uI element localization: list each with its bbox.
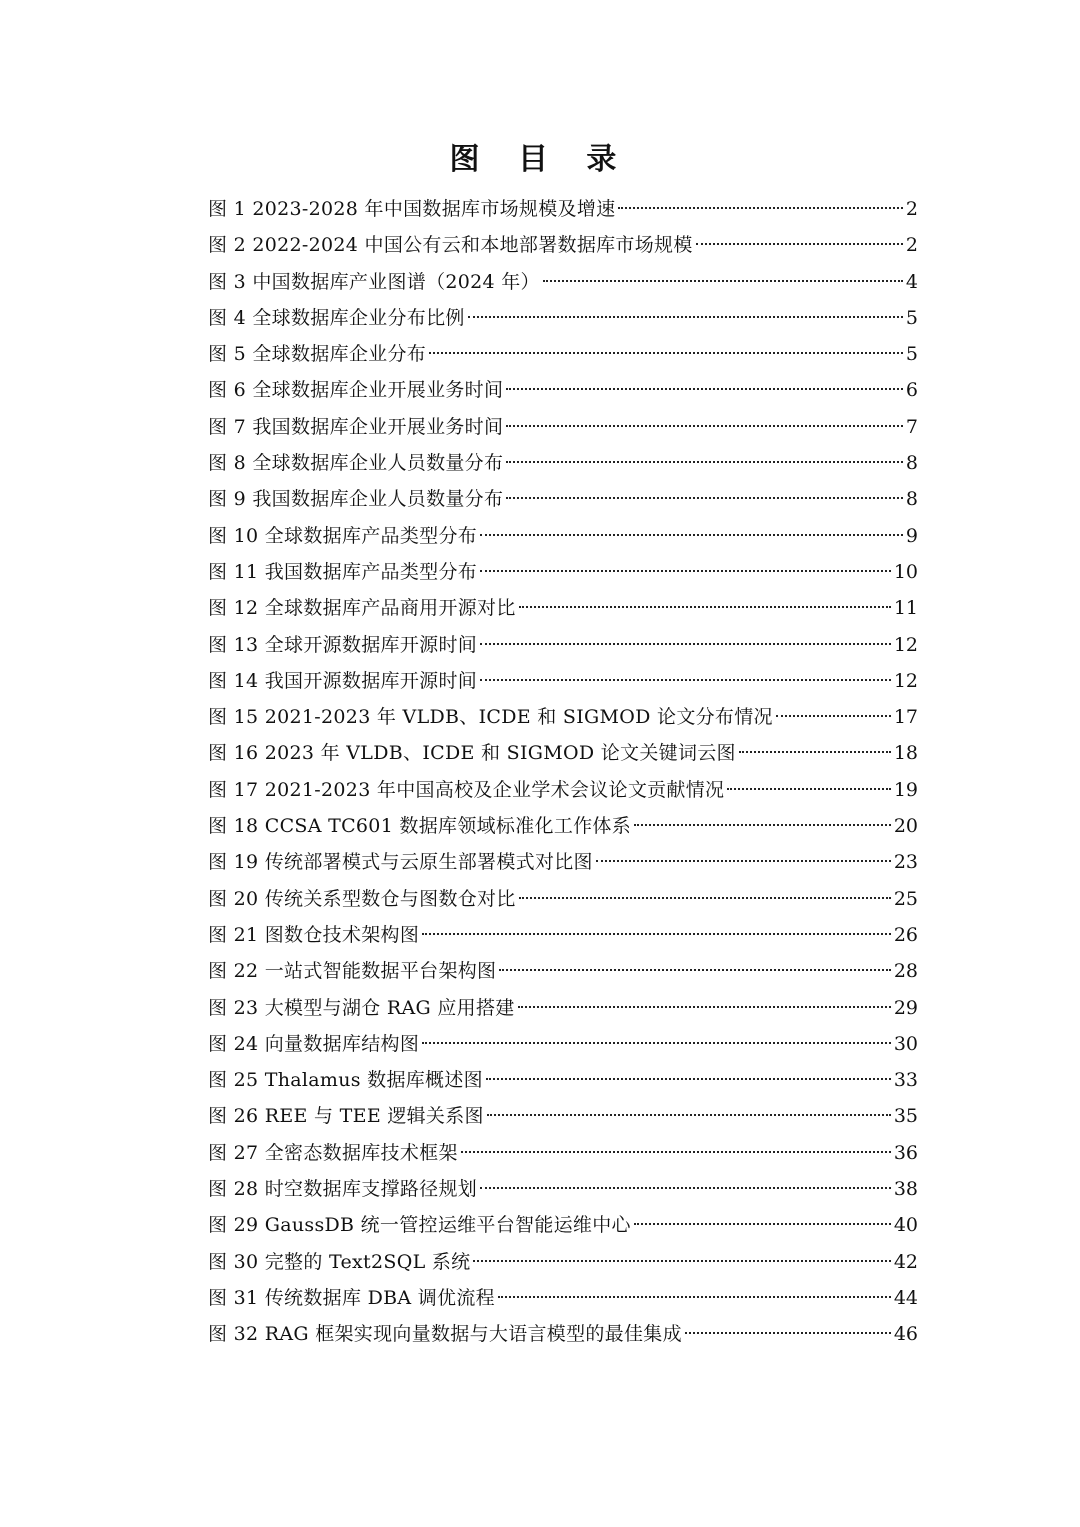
toc-dot-leader [776, 715, 891, 717]
toc-entry[interactable] [208, 590, 918, 626]
toc-entry-label: 图 26 REE 与 TEE 逻辑关系图 [208, 1105, 484, 1128]
toc-entry-label: 图 11 我国数据库产品类型分布 [208, 560, 478, 583]
toc-dot-leader [518, 1006, 891, 1008]
toc-entry-page: 44 [893, 1286, 918, 1309]
toc-entry-page: 40 [893, 1214, 918, 1237]
toc-entry-label: 图 22 一站式智能数据平台架构图 [208, 960, 497, 983]
toc-entry[interactable] [208, 1098, 918, 1134]
toc-dot-leader [634, 1223, 891, 1225]
toc-entry-label: 图 5 全球数据库企业分布 [208, 343, 427, 366]
toc-entry-page: 46 [893, 1323, 918, 1346]
toc-entry-label: 图 16 2023 年 VLDB、ICDE 和 SIGMOD 论文关键词云图 [208, 742, 736, 765]
toc-entry-label: 图 13 全球开源数据库开源时间 [208, 633, 478, 656]
toc-dot-leader [727, 788, 890, 790]
toc-entry-page: 23 [893, 851, 918, 874]
toc-entry-page: 7 [905, 415, 918, 438]
toc-entry-label: 图 12 全球数据库产品商用开源对比 [208, 597, 516, 620]
toc-dot-leader [506, 497, 903, 499]
toc-entry[interactable] [208, 663, 918, 699]
toc-entry-label: 图 2 2022-2024 中国公有云和本地部署数据库市场规模 [208, 234, 693, 257]
toc-dot-leader [480, 534, 903, 536]
toc-dot-leader [506, 461, 903, 463]
toc-entry-page: 2 [905, 198, 918, 220]
toc-entry-page: 4 [905, 270, 918, 293]
toc-entry-label: 图 28 时空数据库支撑路径规划 [208, 1178, 478, 1201]
toc-dot-leader [473, 1260, 890, 1262]
toc-entry-label: 图 29 GaussDB 统一管控运维平台智能运维中心 [208, 1214, 631, 1237]
toc-entry-label: 图 3 中国数据库产业图谱（2024 年） [208, 270, 540, 293]
toc-entry[interactable] [208, 953, 918, 989]
toc-entry[interactable] [208, 1026, 918, 1062]
toc-entry[interactable] [208, 808, 918, 844]
toc-entry-page: 5 [905, 306, 918, 329]
toc-entry-page: 20 [893, 815, 918, 838]
toc-dot-leader [499, 969, 890, 971]
toc-entry[interactable] [208, 191, 918, 227]
toc-entry[interactable] [208, 1171, 918, 1207]
toc-entry[interactable] [208, 336, 918, 372]
toc-entry[interactable] [208, 554, 918, 590]
toc-entry[interactable] [208, 735, 918, 771]
toc-dot-leader [468, 316, 903, 318]
figure-list [208, 191, 918, 1353]
toc-dot-leader [634, 824, 891, 826]
toc-entry[interactable] [208, 699, 918, 735]
toc-entry-label: 图 8 全球数据库企业人员数量分布 [208, 452, 504, 475]
toc-entry[interactable] [208, 881, 918, 917]
toc-dot-leader [480, 679, 891, 681]
toc-entry[interactable] [208, 844, 918, 880]
toc-entry-label: 图 17 2021-2023 年中国高校及企业学术会议论文贡献情况 [208, 778, 725, 801]
toc-dot-leader [422, 1042, 891, 1044]
toc-entry-label: 图 31 传统数据库 DBA 调优流程 [208, 1286, 495, 1309]
toc-dot-leader [506, 388, 903, 390]
toc-entry[interactable] [208, 1062, 918, 1098]
toc-entry-label: 图 9 我国数据库企业人员数量分布 [208, 488, 504, 511]
toc-entry-page: 38 [893, 1178, 918, 1201]
page-title: 图 目 录 [449, 142, 631, 177]
toc-dot-leader [480, 570, 891, 572]
toc-entry[interactable] [208, 990, 918, 1026]
toc-entry-label: 图 21 图数仓技术架构图 [208, 923, 420, 946]
toc-entry[interactable] [208, 518, 918, 554]
toc-entry-page: 29 [893, 996, 918, 1019]
toc-entry-label: 图 20 传统关系型数仓与图数仓对比 [208, 887, 516, 910]
toc-dot-leader [422, 933, 891, 935]
toc-entry-label: 图 23 大模型与湖仓 RAG 应用搭建 [208, 996, 515, 1019]
toc-entry-label: 图 1 2023-2028 年中国数据库市场规模及增速 [208, 198, 616, 220]
toc-dot-leader [486, 1078, 891, 1080]
toc-dot-leader [596, 860, 891, 862]
toc-entry[interactable] [208, 1316, 918, 1352]
toc-entry-page: 17 [893, 706, 918, 729]
toc-entry-page: 11 [893, 597, 918, 620]
toc-dot-leader [696, 243, 903, 245]
toc-entry-label: 图 19 传统部署模式与云原生部署模式对比图 [208, 851, 593, 874]
toc-entry-label: 图 18 CCSA TC601 数据库领域标准化工作体系 [208, 815, 632, 838]
toc-entry-page: 6 [905, 379, 918, 402]
toc-entry-page: 28 [893, 960, 918, 983]
toc-entry[interactable] [208, 409, 918, 445]
toc-entry-label: 图 14 我国开源数据库开源时间 [208, 669, 478, 692]
toc-entry-page: 25 [893, 887, 918, 910]
toc-entry[interactable] [208, 917, 918, 953]
toc-entry-label: 图 30 完整的 Text2SQL 系统 [208, 1250, 471, 1273]
toc-dot-leader [519, 606, 891, 608]
toc-dot-leader [498, 1296, 891, 1298]
toc-dot-leader [685, 1332, 891, 1334]
toc-entry[interactable] [208, 1135, 918, 1171]
toc-dot-leader [480, 643, 891, 645]
toc-entry-page: 33 [893, 1069, 918, 1092]
toc-dot-leader [618, 207, 902, 209]
toc-entry-page: 2 [905, 234, 918, 257]
toc-dot-leader [461, 1151, 891, 1153]
toc-entry[interactable] [208, 627, 918, 663]
toc-entry[interactable] [208, 1280, 918, 1316]
toc-entry-page: 19 [893, 778, 918, 801]
toc-dot-leader [506, 425, 903, 427]
toc-entry-page: 18 [893, 742, 918, 765]
toc-entry-page: 9 [905, 524, 918, 547]
toc-entry[interactable] [208, 372, 918, 408]
toc-entry-label: 图 10 全球数据库产品类型分布 [208, 524, 478, 547]
toc-entry-page: 26 [893, 923, 918, 946]
toc-entry-page: 8 [905, 488, 918, 511]
toc-entry-label: 图 24 向量数据库结构图 [208, 1032, 420, 1055]
toc-dot-leader [543, 280, 903, 282]
toc-entry[interactable] [208, 772, 918, 808]
toc-dot-leader [519, 897, 891, 899]
toc-entry-label: 图 4 全球数据库企业分布比例 [208, 306, 465, 329]
toc-entry[interactable] [208, 300, 918, 336]
toc-entry[interactable] [208, 481, 918, 517]
toc-entry-label: 图 27 全密态数据库技术框架 [208, 1141, 458, 1164]
toc-entry[interactable] [208, 264, 918, 300]
toc-dot-leader [480, 1187, 891, 1189]
toc-entry-page: 10 [893, 560, 918, 583]
toc-entry-page: 5 [905, 343, 918, 366]
toc-entry-label: 图 32 RAG 框架实现向量数据与大语言模型的最佳集成 [208, 1323, 682, 1346]
toc-entry[interactable] [208, 1244, 918, 1280]
toc-dot-leader [429, 352, 903, 354]
toc-entry-page: 30 [893, 1032, 918, 1055]
toc-entry[interactable] [208, 445, 918, 481]
toc-entry-label: 图 7 我国数据库企业开展业务时间 [208, 415, 504, 438]
toc-dot-leader [487, 1114, 891, 1116]
toc-entry-page: 36 [893, 1141, 918, 1164]
toc-entry[interactable] [208, 227, 918, 263]
toc-entry-label: 图 15 2021-2023 年 VLDB、ICDE 和 SIGMOD 论文分布情况 [208, 706, 773, 729]
toc-entry-page: 12 [893, 633, 918, 656]
toc-entry-page: 42 [893, 1250, 918, 1273]
toc-entry-page: 12 [893, 669, 918, 692]
toc-entry-page: 35 [893, 1105, 918, 1128]
toc-entry-label: 图 6 全球数据库企业开展业务时间 [208, 379, 504, 402]
toc-entry-label: 图 25 Thalamus 数据库概述图 [208, 1069, 483, 1092]
toc-entry[interactable] [208, 1207, 918, 1243]
toc-dot-leader [739, 751, 891, 753]
toc-entry-page: 8 [905, 452, 918, 475]
